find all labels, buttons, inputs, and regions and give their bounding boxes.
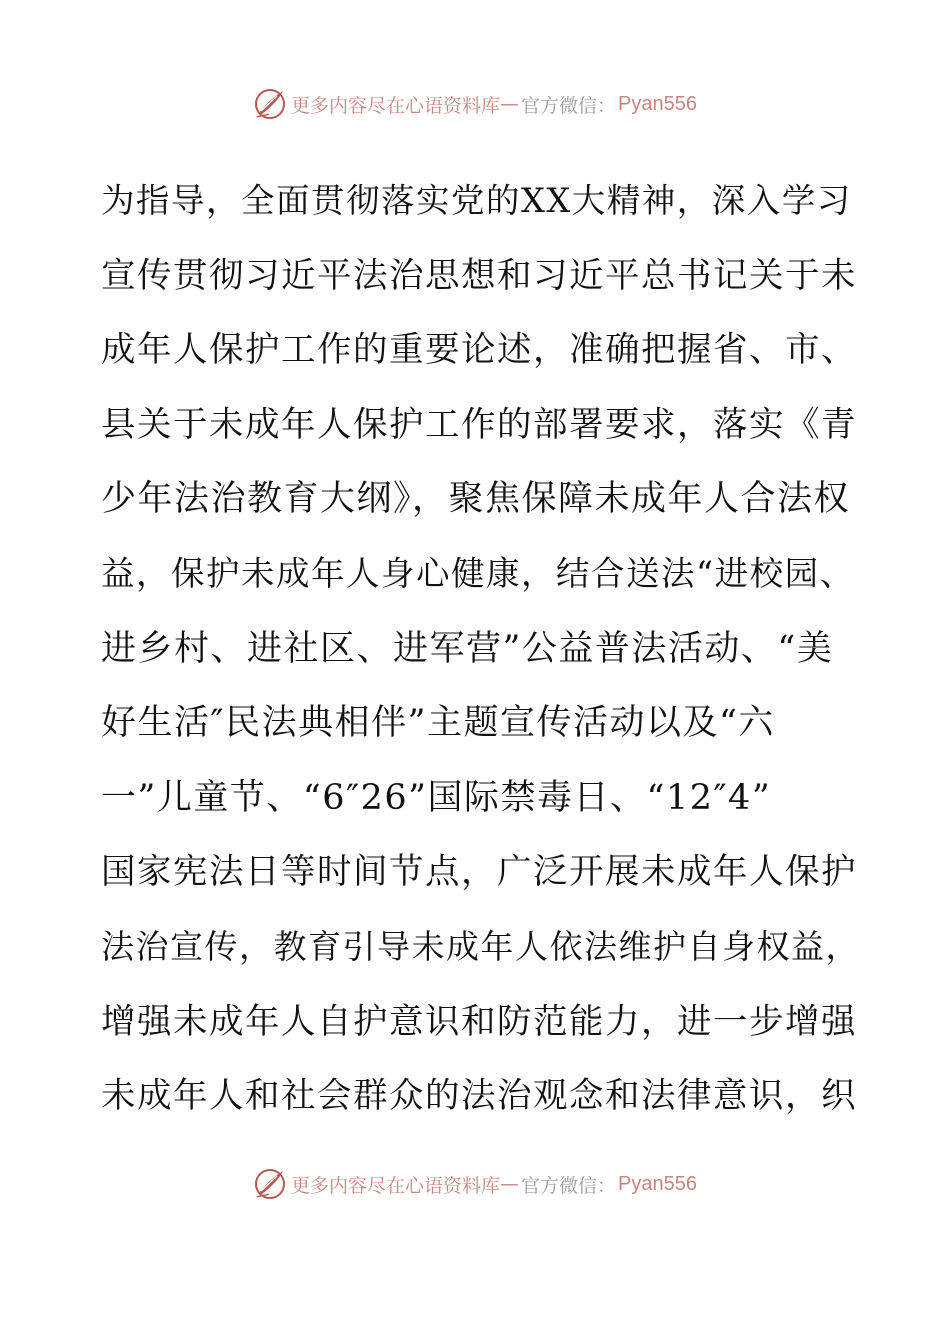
footer-watermark [0,1164,950,1204]
watermark-brand-text: 更多内容尽在心语资料库 [291,1174,501,1197]
body-line: 一”儿童节、“6″26”国际禁毒日、“12″4” [101,777,772,818]
watermark-wechat-id: Pyan556 [618,92,697,115]
watermark-brand-text: 更多内容尽在心语资料库 [291,94,501,117]
quill-pen-logo-icon [253,87,287,121]
body-line: 成年人保护工作的重要论述，准确把握省、市、 [101,330,857,371]
header-watermark [0,84,950,124]
watermark-wechat-id: Pyan556 [618,1172,697,1195]
body-line: 增强未成年人自护意识和防范能力，进一步增强 [101,1001,857,1042]
body-line: 未成年人和社会群众的法治观念和法律意识，织 [101,1076,857,1117]
quill-pen-logo-icon [253,1167,287,1201]
body-line: 宣传贯彻习近平法治思想和习近平总书记关于未 [101,255,857,296]
watermark-label: 官方微信： [521,1174,617,1197]
body-line: 进乡村、进社区、进军营”公益普法活动、“美 [101,628,834,669]
document-body [101,164,861,1134]
body-line: 益，保护未成年人身心健康，结合送法“进校园、 [101,553,855,593]
body-line: 为指导，全面贯彻落实党的XX大精神，深入学习 [101,181,852,220]
watermark-separator: — [500,1173,520,1195]
watermark-label: 官方微信： [521,94,617,117]
body-line: 法治宣传，教育引导未成年人依法维护自身权益， [101,926,860,966]
body-line: 县关于未成年人保护工作的部署要求，落实《青 [101,404,857,445]
body-line: 国家宪法日等时间节点，广泛开展未成年人保护 [101,852,857,893]
body-line: 好生活″民法典相伴”主题宣传活动以及“六 [101,703,775,744]
watermark-separator: — [500,93,520,115]
body-line: 少年法治教育大纲》，聚焦保障未成年人合法权 [101,479,851,520]
